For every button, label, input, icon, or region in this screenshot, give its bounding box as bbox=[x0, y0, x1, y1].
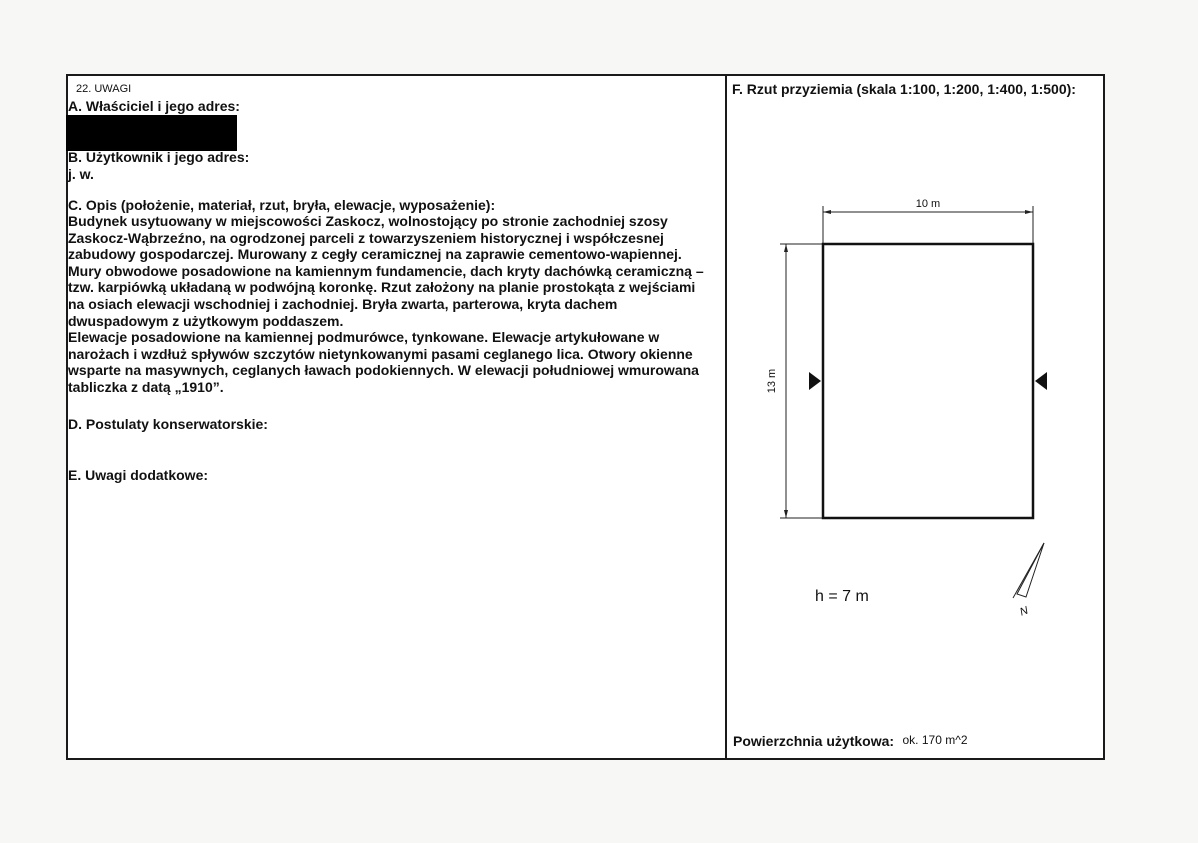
height-dimension-label: 13 m bbox=[766, 368, 778, 394]
east-entrance-marker bbox=[1035, 372, 1047, 390]
description-line: tzw. karpiówką układaną w podwójną koronkę. Rzut założony na planie prostokąta z wejściami bbox=[68, 279, 696, 296]
usable-area-label: Powierzchnia użytkowa: bbox=[733, 733, 895, 749]
description-line: na osiach elewacji wschodniej i zachodniej. Bryła zwarta, parterowa, kryta dachem bbox=[68, 295, 618, 312]
floor-plan-drawing bbox=[727, 190, 1105, 630]
width-dimension-label: 10 m bbox=[915, 198, 941, 210]
user-label: B. Użytkownik i jego adres: bbox=[68, 149, 250, 165]
west-entrance-marker bbox=[809, 372, 821, 390]
description-text bbox=[68, 213, 704, 396]
description-line: Mury obwodowe posadowione na kamiennym fundamencie, dach kryty dachówką ceramiczną – bbox=[68, 262, 704, 279]
width-arrow-left bbox=[823, 210, 831, 214]
user-value: j. w. bbox=[68, 166, 94, 182]
description-line: wsparte na masywnych, ceglanych ławach podokiennych. W elewacji południowej wmurowana bbox=[68, 362, 699, 379]
description-label: C. Opis (położenie, materiał, rzut, bryła, elewacje, wyposażenie): bbox=[68, 197, 496, 213]
conservation-postulates-label: D. Postulaty konserwatorskie: bbox=[68, 416, 268, 432]
building-outline bbox=[823, 244, 1033, 518]
description-line: Elewacje posadowione na kamiennej podmurówce, tynkowane. Elewacje artykułowane w bbox=[68, 329, 660, 346]
usable-area bbox=[733, 733, 968, 751]
description-line: dwuspadowym z użytkowym poddaszem. bbox=[68, 312, 344, 329]
description-line: narożach i wzdłuż spływów szczytów nietynkowanymi pasami ceglanego lica. Otwory okienne bbox=[68, 345, 693, 362]
north-label: N bbox=[1018, 604, 1030, 619]
floor-plan-title: F. Rzut przyziemia (skala 1:100, 1:200, 1:400, 1:500): bbox=[732, 81, 1076, 97]
description-line: zabudowy gospodarczej. Murowany z cegły ceramicznej na zaprawie cementowo-wapiennej. bbox=[68, 246, 682, 263]
description-line: Zaskocz-Wąbrzeźno, na ogrodzonej parceli z towarzyszeniem historycznej i współczesnej bbox=[68, 229, 664, 246]
description-line: tabliczka z datą „1910”. bbox=[68, 378, 224, 395]
width-arrow-right bbox=[1025, 210, 1033, 214]
section-number: 22. UWAGI bbox=[76, 83, 132, 95]
owner-label: A. Właściciel i jego adres: bbox=[68, 98, 240, 114]
height-arrow-top bbox=[784, 244, 788, 252]
redacted-owner-address bbox=[66, 115, 237, 151]
height-arrow-bottom bbox=[784, 510, 788, 518]
additional-notes-label: E. Uwagi dodatkowe: bbox=[68, 467, 209, 483]
north-arrow-head bbox=[1017, 543, 1044, 597]
usable-area-value: ok. 170 m^2 bbox=[902, 733, 968, 747]
building-height-note: h = 7 m bbox=[815, 588, 869, 605]
description-line: Budynek usytuowany w miejscowości Zaskocz, wolnostojący po stronie zachodniej szosy bbox=[68, 213, 668, 229]
